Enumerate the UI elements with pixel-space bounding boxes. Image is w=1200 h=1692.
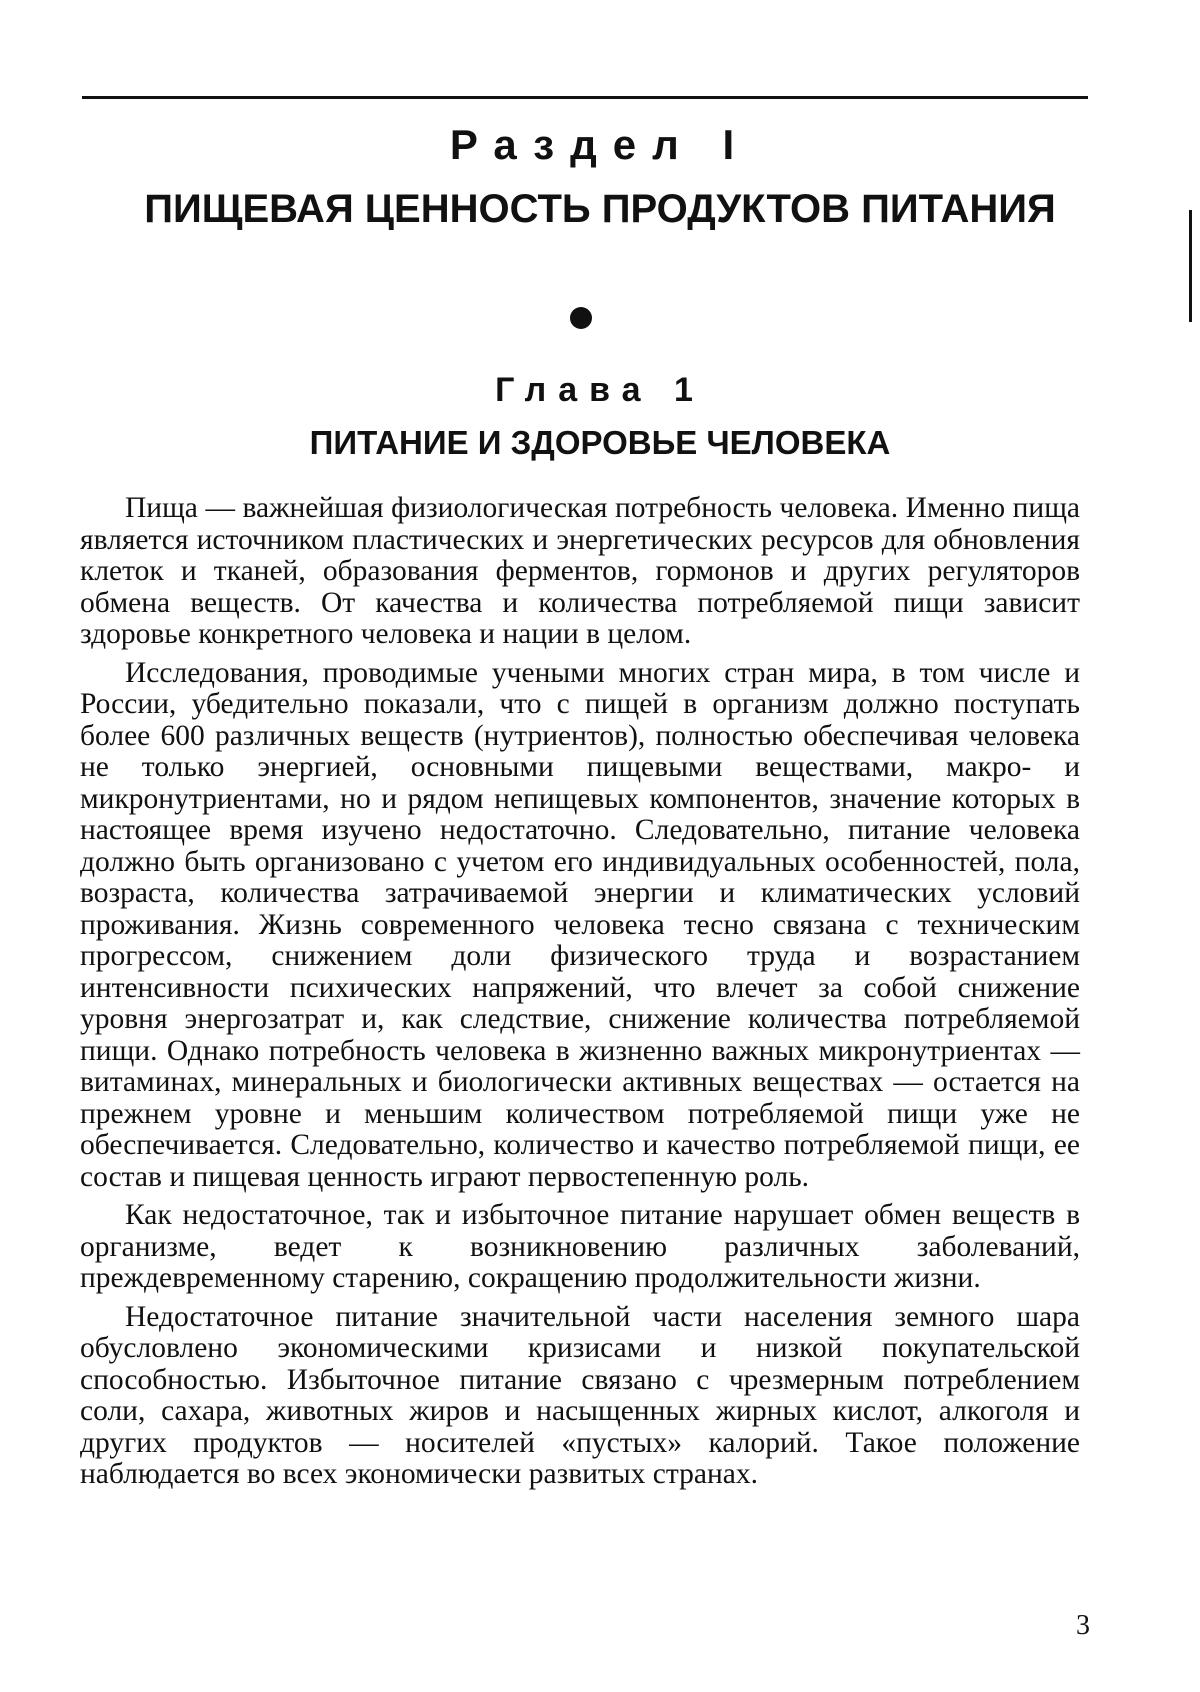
- chapter-label: Глава 1: [0, 370, 1200, 410]
- paragraph-4: Недостаточное питание значительной части населения земного шара обусловлено экономическими кризисами и низкой покупательской способностью. Избыточное питание связано с чрезмерным потреблением соли, сахара, животных жиров и насыщенных жирных кислот, алкоголя и других продуктов — носителей «пустых» калорий. Такое положение наблюдается во всех экономически развитых странах.: [80, 1302, 1080, 1491]
- page-number: 3: [1060, 1610, 1090, 1642]
- section-title: ПИЩЕВАЯ ЦЕННОСТЬ ПРОДУКТОВ ПИТАНИЯ: [100, 184, 1100, 234]
- top-rule: [82, 96, 1088, 99]
- body-text: [80, 493, 1080, 1498]
- paragraph-3: Как недостаточное, так и избыточное питание нарушает обмен веществ в организме, ведет к возникновению различных заболеваний, преждевременному старению, сокращению продолжительности жизни.: [80, 1200, 1080, 1295]
- separator-bullet: [570, 307, 592, 329]
- paragraph-2: Исследования, проводимые учеными многих стран мира, в том числе и России, убедительно показали, что с пищей в организм должно поступать более 600 различных веществ (нутриентов), полностью обеспечивая человека не только энергией, основными пищевыми веществами, макро- и микронутриентами, но и рядом непищевых компонентов, значение которых в настоящее время изучено недостаточно. Следовательно, питание человека должно быть организовано с учетом его индивидуальных особенностей, пола, возраста, количества затрачиваемой энергии и климатических условий проживания. Жизнь современного человека тесно связана с техническим прогрессом, снижением доли физического труда и возрастанием интенсивности психических напряжений, что влечет за собой снижение уровня энергозатрат и, как следствие, снижение количества потребляемой пищи. Однако потребность человека в жизненно важных микронутриентах — витаминах, минеральных и биологически активных веществах — остается на прежнем уровне и меньшим количеством потребляемой пищи уже не обеспечивается. Следовательно, количество и качество потребляемой пищи, ее состав и пищевая ценность играют первостепенную роль.: [80, 658, 1080, 1194]
- chapter-title: ПИТАНИЕ И ЗДОРОВЬЕ ЧЕЛОВЕКА: [0, 420, 1200, 466]
- scan-edge-mark: [1189, 210, 1192, 322]
- paragraph-1: Пища — важнейшая физиологическая потребность человека. Именно пища является источником пластических и энергетических ресурсов для обновления клеток и тканей, образования ферментов, гормонов и других регуляторов обмена веществ. От качества и количества потребляемой пищи зависит здоровье конкретного человека и нации в целом.: [80, 493, 1080, 651]
- section-label: Раздел I: [0, 120, 1200, 170]
